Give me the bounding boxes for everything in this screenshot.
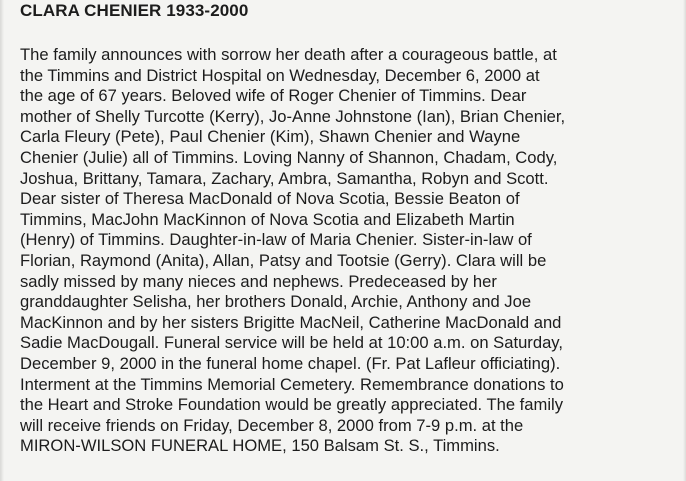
body-line: sadly missed by many nieces and nephews. Predeceased by her	[20, 271, 497, 291]
body-line: granddaughter Selisha, her brothers Donald, Archie, Anthony and Joe	[20, 292, 532, 312]
body-line: Florian, Raymond (Anita), Allan, Patsy and Tootsie (Gerry). Clara will be	[20, 250, 547, 270]
body-line: the Timmins and District Hospital on Wednesday, December 6, 2000 at	[20, 65, 540, 85]
body-line: December 9, 2000 in the funeral home chapel. (Fr. Pat Lafleur officiating).	[20, 353, 561, 373]
body-line: Timmins, MacJohn MacKinnon of Nova Scotia and Elizabeth Martin	[20, 209, 515, 229]
body-line: Sadie MacDougall. Funeral service will be held at 10:00 a.m. on Saturday,	[20, 333, 563, 353]
body-line: The family announces with sorrow her death after a courageous battle, at	[20, 45, 557, 64]
body-line: Interment at the Timmins Memorial Cemetery. Remembrance donations to	[20, 374, 564, 394]
body-line: Joshua, Brittany, Tamara, Zachary, Ambra, Samantha, Robyn and Scott.	[20, 168, 549, 188]
body-line: Dear sister of Theresa MacDonald of Nova Scotia, Bessie Beaton of	[20, 189, 520, 209]
body-line: MacKinnon and by her sisters Brigitte MacNeil, Catherine MacDonald and	[20, 312, 562, 332]
body-line: the age of 67 years. Beloved wife of Roger Chenier of Timmins. Dear	[20, 86, 527, 106]
body-line: will receive friends on Friday, December 8, 2000 from 7-9 p.m. at the	[20, 415, 524, 435]
body-line: mother of Shelly Turcotte (Kerry), Jo-Anne Johnstone (Ian), Brian Chenier,	[20, 106, 566, 126]
obituary-title: CLARA CHENIER 1933-2000	[20, 1, 249, 20]
body-line: MIRON-WILSON FUNERAL HOME, 150 Balsam St. S., Timmins.	[20, 436, 500, 456]
body-line: the Heart and Stroke Foundation would be greatly appreciated. The family	[20, 395, 563, 415]
body-line: Carla Fleury (Pete), Paul Chenier (Kim), Shawn Chenier and Wayne	[20, 127, 521, 147]
body-line: Chenier (Julie) all of Timmins. Loving Nanny of Shannon, Chadam, Cody,	[20, 147, 558, 167]
obituary-body	[20, 45, 680, 457]
body-line: (Henry) of Timmins. Daughter-in-law of Maria Chenier. Sister-in-law of	[20, 230, 532, 250]
